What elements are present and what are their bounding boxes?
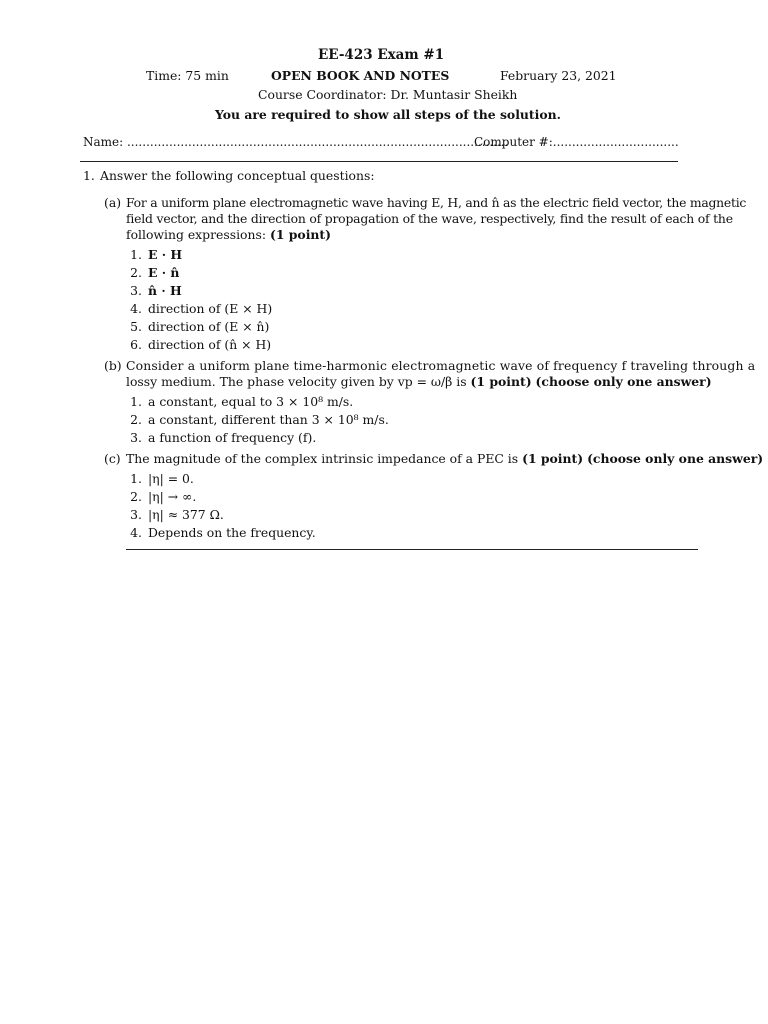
- part-c-label: (c): [104, 451, 121, 466]
- part-b-item: [120, 394, 353, 409]
- section-end-divider: [126, 549, 698, 550]
- item-number: 3.: [130, 283, 142, 298]
- course-coordinator: Course Coordinator: Dr. Muntasir Sheikh: [258, 87, 518, 102]
- part-c-item: [120, 525, 316, 540]
- part-a-item: [120, 247, 182, 262]
- part-a-text-line2: field vector, and the direction of propagation of the wave, respectively, find the result of each of the: [126, 211, 733, 226]
- item-number: 1.: [130, 394, 142, 409]
- part-b-item: [120, 430, 316, 445]
- item-text: direction of (n̂ × H): [148, 337, 272, 352]
- part-a-item: [120, 283, 182, 298]
- item-text: n̂ · H: [148, 283, 182, 298]
- part-c-choose: (choose only one answer): [587, 451, 764, 466]
- item-text: |η| → ∞.: [148, 489, 197, 504]
- item-number: 3.: [130, 430, 142, 445]
- item-text: E · n̂: [148, 265, 180, 280]
- instruction-text: You are required to show all steps of the solution.: [215, 107, 561, 122]
- part-a-text-line1: For a uniform plane electromagnetic wave having E, H, and n̂ as the electric field vector, the magnetic: [126, 195, 747, 210]
- item-text: E · H: [148, 247, 183, 262]
- item-text: Depends on the frequency.: [148, 525, 316, 540]
- part-b-text-tail: lossy medium. The phase velocity given by vp = ω/β is: [126, 374, 467, 389]
- part-a-text-tail: following expressions:: [126, 227, 267, 242]
- exam-title: EE-423 Exam #1: [318, 47, 445, 63]
- item-text: direction of (E × H): [148, 301, 273, 316]
- part-c-item: [120, 507, 224, 522]
- question-prompt: Answer the following conceptual questions:: [100, 168, 375, 183]
- part-a-points: (1 point): [269, 227, 331, 242]
- name-field-label: Name: ....................................................................................................: [83, 135, 509, 149]
- part-a-label: (a): [104, 195, 122, 210]
- question-number: 1.: [83, 168, 95, 183]
- part-c-text: The magnitude of the complex intrinsic impedance of a PEC is: [126, 451, 519, 466]
- part-b-item: [120, 412, 389, 427]
- item-number: 4.: [130, 525, 142, 540]
- part-c-text-line1: [126, 451, 763, 466]
- item-number: 5.: [130, 319, 142, 334]
- item-number: 3.: [130, 507, 142, 522]
- item-text: |η| = 0.: [148, 471, 194, 486]
- item-text: direction of (E × n̂): [148, 319, 270, 334]
- item-number: 1.: [130, 471, 142, 486]
- item-text: a constant, different than 3 × 10⁸ m/s.: [148, 412, 389, 427]
- item-number: 6.: [130, 337, 142, 352]
- part-b-label: (b): [104, 358, 122, 373]
- header-divider: [80, 161, 678, 162]
- part-b-points: (1 point): [470, 374, 532, 389]
- part-b-text-line1: Consider a uniform plane time-harmonic electromagnetic wave of frequency f traveling through a: [126, 358, 756, 373]
- part-b-text-line2: [126, 374, 712, 389]
- item-number: 2.: [130, 489, 142, 504]
- item-number: 2.: [130, 265, 142, 280]
- part-c-points: (1 point): [522, 451, 584, 466]
- part-a-item: [120, 337, 271, 352]
- part-a-item: [120, 265, 179, 280]
- part-c-item: [120, 471, 194, 486]
- item-number: 4.: [130, 301, 142, 316]
- item-number: 1.: [130, 247, 142, 262]
- part-b-choose: (choose only one answer): [535, 374, 712, 389]
- item-text: a function of frequency (f).: [148, 430, 317, 445]
- part-a-item: [120, 301, 272, 316]
- computer-field-label: Computer #:.................................: [474, 135, 679, 149]
- exam-time: Time: 75 min: [146, 68, 229, 83]
- part-c-item: [120, 489, 196, 504]
- part-a-item: [120, 319, 269, 334]
- open-book-label: OPEN BOOK AND NOTES: [271, 68, 450, 83]
- exam-date: February 23, 2021: [500, 68, 617, 83]
- part-a-text-line3: [126, 227, 331, 242]
- item-text: |η| ≈ 377 Ω.: [148, 507, 224, 522]
- item-number: 2.: [130, 412, 142, 427]
- item-text: a constant, equal to 3 × 10⁸ m/s.: [148, 394, 354, 409]
